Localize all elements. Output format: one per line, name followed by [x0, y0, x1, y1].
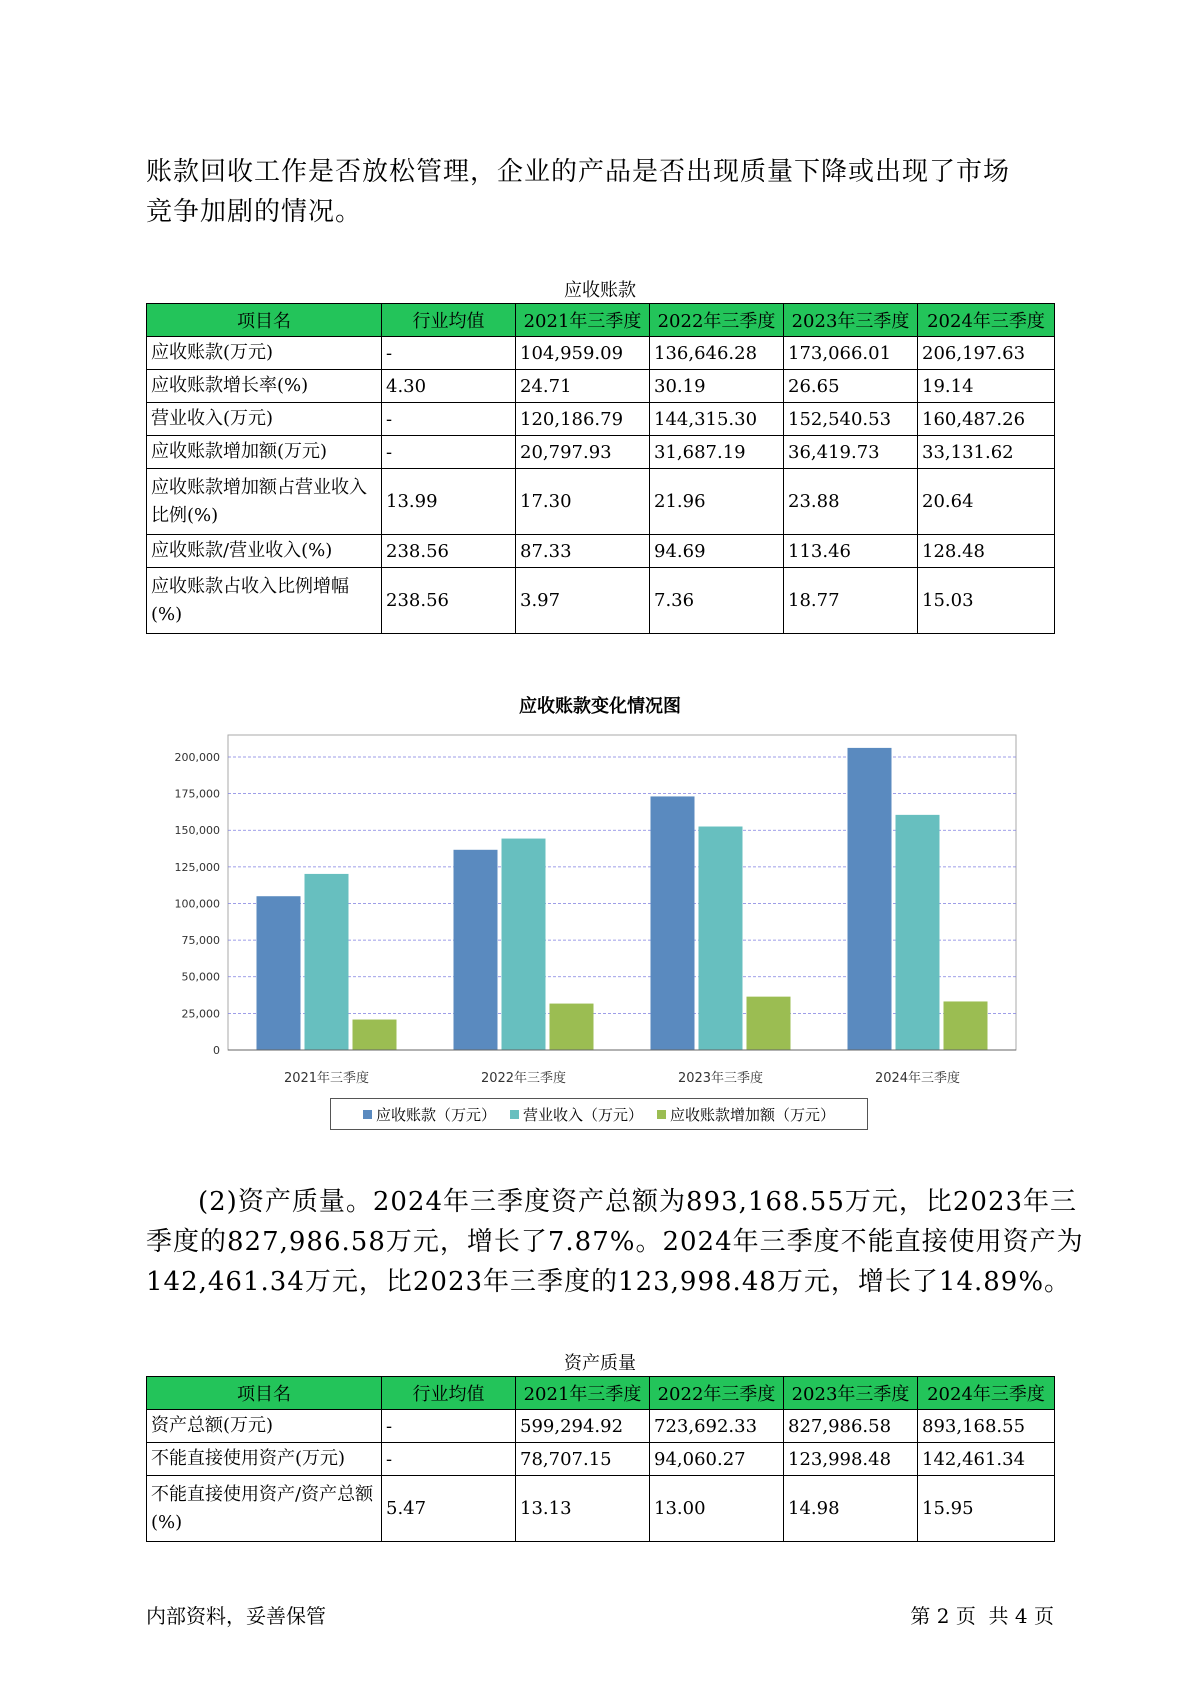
column-header: 2022年三季度: [650, 304, 784, 337]
footer-left: 内部资料，妥善保管: [146, 1604, 326, 1628]
y-tick-label: 100,000: [174, 897, 220, 911]
bar-chart: [146, 720, 1026, 1090]
table-cell: 104,959.09: [516, 337, 650, 370]
table-header-row: [147, 304, 1055, 337]
y-tick-label: 50,000: [181, 970, 220, 984]
bar: [257, 896, 301, 1050]
row-name: 资产总额(万元): [147, 1410, 382, 1443]
table-cell: 144,315.30: [650, 403, 784, 436]
table-cell: 21.96: [650, 469, 784, 535]
intro-paragraph: [146, 152, 1046, 232]
table-cell: 13.13: [516, 1476, 650, 1542]
footer-page-number: 第 2 页 共 4 页: [910, 1604, 1054, 1628]
table-cell: 24.71: [516, 370, 650, 403]
table-row: [147, 1410, 1055, 1443]
table-cell: -: [382, 403, 516, 436]
column-header: 行业均值: [382, 1377, 516, 1410]
table-cell: 136,646.28: [650, 337, 784, 370]
table-cell: 78,707.15: [516, 1443, 650, 1476]
table-cell: 3.97: [516, 568, 650, 634]
table-cell: 17.30: [516, 469, 650, 535]
y-tick-label: 150,000: [174, 824, 220, 838]
y-tick-label: 0: [213, 1044, 220, 1057]
paragraph-line: 账款回收工作是否放松管理，企业的产品是否出现质量下降或出现了市场: [146, 157, 1011, 187]
y-tick-label: 25,000: [181, 1007, 220, 1021]
column-header: 2023年三季度: [784, 304, 918, 337]
bar: [353, 1020, 397, 1050]
table-cell: 94.69: [650, 535, 784, 568]
table-cell: -: [382, 1443, 516, 1476]
table-cell: 15.95: [918, 1476, 1055, 1542]
legend-item: [657, 1104, 835, 1125]
table-cell: 120,186.79: [516, 403, 650, 436]
table-cell: 7.36: [650, 568, 784, 634]
table-row: [147, 370, 1055, 403]
y-tick-label: 125,000: [174, 860, 220, 874]
table-cell: 13.00: [650, 1476, 784, 1542]
table-cell: 4.30: [382, 370, 516, 403]
table-cell: 5.47: [382, 1476, 516, 1542]
table-cell: 123,998.48: [784, 1443, 918, 1476]
table-cell: 20,797.93: [516, 436, 650, 469]
asset-paragraph: [146, 1182, 1084, 1302]
x-tick-label: 2023年三季度: [677, 1071, 764, 1086]
bar: [305, 874, 349, 1050]
table-cell: 33,131.62: [918, 436, 1055, 469]
paragraph-line: 竞争加剧的情况。: [146, 197, 363, 227]
bar: [550, 1004, 594, 1050]
receivables-table-caption: 应收账款: [564, 280, 636, 301]
table-cell: 128.48: [918, 535, 1055, 568]
table-cell: 173,066.01: [784, 337, 918, 370]
table-cell: 206,197.63: [918, 337, 1055, 370]
legend-item: [363, 1104, 496, 1125]
bar: [747, 997, 791, 1050]
table-cell: 142,461.34: [918, 1443, 1055, 1476]
legend-label: 应收账款（万元）: [375, 1105, 496, 1124]
table-cell: 827,986.58: [784, 1410, 918, 1443]
x-tick-label: 2024年三季度: [874, 1071, 961, 1086]
column-header: 2021年三季度: [516, 1377, 650, 1410]
paragraph-line: 142,461.34万元，比2023年三季度的123,998.48万元，增长了14.89%。: [146, 1267, 1072, 1297]
column-header: 项目名: [147, 1377, 382, 1410]
table-cell: 723,692.33: [650, 1410, 784, 1443]
bar: [502, 839, 546, 1050]
table-cell: 113.46: [784, 535, 918, 568]
row-name: 不能直接使用资产/资产总额(%): [147, 1476, 382, 1542]
table-cell: -: [382, 1410, 516, 1443]
column-header: 行业均值: [382, 304, 516, 337]
paragraph-line: (2)资产质量。2024年三季度资产总额为893,168.55万元，比2023年三: [198, 1187, 1078, 1217]
row-name: 应收账款增长率(%): [147, 370, 382, 403]
table-cell: 15.03: [918, 568, 1055, 634]
table-cell: 18.77: [784, 568, 918, 634]
row-name: 不能直接使用资产(万元): [147, 1443, 382, 1476]
table-cell: 238.56: [382, 535, 516, 568]
table-row: [147, 403, 1055, 436]
table-cell: 30.19: [650, 370, 784, 403]
column-header: 2024年三季度: [918, 1377, 1055, 1410]
table-cell: 19.14: [918, 370, 1055, 403]
table-cell: 13.99: [382, 469, 516, 535]
table-cell: 94,060.27: [650, 1443, 784, 1476]
y-tick-label: 75,000: [181, 934, 220, 948]
row-name: 营业收入(万元): [147, 403, 382, 436]
bar: [896, 815, 940, 1050]
column-header: 2024年三季度: [918, 304, 1055, 337]
table-cell: 23.88: [784, 469, 918, 535]
table-cell: -: [382, 436, 516, 469]
table-cell: 14.98: [784, 1476, 918, 1542]
legend-item: [510, 1104, 643, 1125]
bar: [848, 748, 892, 1050]
receivables-table: [146, 303, 1055, 634]
x-tick-label: 2022年三季度: [480, 1071, 567, 1086]
table-cell: 31,687.19: [650, 436, 784, 469]
table-cell: -: [382, 337, 516, 370]
bar: [699, 827, 743, 1050]
table-cell: 87.33: [516, 535, 650, 568]
chart-title: 应收账款变化情况图: [519, 696, 681, 717]
table-row: [147, 436, 1055, 469]
legend-label: 营业收入（万元）: [522, 1105, 643, 1124]
row-name: 应收账款增加额(万元): [147, 436, 382, 469]
table-cell: 36,419.73: [784, 436, 918, 469]
column-header: 2022年三季度: [650, 1377, 784, 1410]
table-row: [147, 337, 1055, 370]
legend-swatch-receivables: [363, 1110, 372, 1119]
table-row: [147, 469, 1055, 535]
bar: [944, 1001, 988, 1050]
table-cell: 893,168.55: [918, 1410, 1055, 1443]
table-row: [147, 1443, 1055, 1476]
bar: [454, 850, 498, 1050]
table-header-row: [147, 1377, 1055, 1410]
table-cell: 238.56: [382, 568, 516, 634]
y-tick-label: 200,000: [174, 750, 220, 764]
row-name: 应收账款增加额占营业收入比例(%): [147, 469, 382, 535]
column-header: 2021年三季度: [516, 304, 650, 337]
table-cell: 26.65: [784, 370, 918, 403]
column-header: 项目名: [147, 304, 382, 337]
asset-table: [146, 1376, 1055, 1542]
table-cell: 152,540.53: [784, 403, 918, 436]
legend-label: 应收账款增加额（万元）: [670, 1105, 836, 1124]
table-row: [147, 568, 1055, 634]
chart-legend: [330, 1098, 868, 1130]
legend-swatch-revenue: [510, 1110, 519, 1119]
table-cell: 20.64: [918, 469, 1055, 535]
paragraph-line: 季度的827,986.58万元，增长了7.87%。2024年三季度不能直接使用资产为: [146, 1227, 1084, 1257]
x-tick-label: 2021年三季度: [283, 1071, 370, 1086]
asset-table-caption: 资产质量: [564, 1353, 636, 1374]
table-row: [147, 1476, 1055, 1542]
row-name: 应收账款/营业收入(%): [147, 535, 382, 568]
column-header: 2023年三季度: [784, 1377, 918, 1410]
y-tick-label: 175,000: [174, 787, 220, 801]
table-row: [147, 535, 1055, 568]
table-cell: 599,294.92: [516, 1410, 650, 1443]
row-name: 应收账款占收入比例增幅(%): [147, 568, 382, 634]
legend-swatch-increase: [657, 1110, 666, 1119]
row-name: 应收账款(万元): [147, 337, 382, 370]
table-cell: 160,487.26: [918, 403, 1055, 436]
bar: [651, 796, 695, 1050]
